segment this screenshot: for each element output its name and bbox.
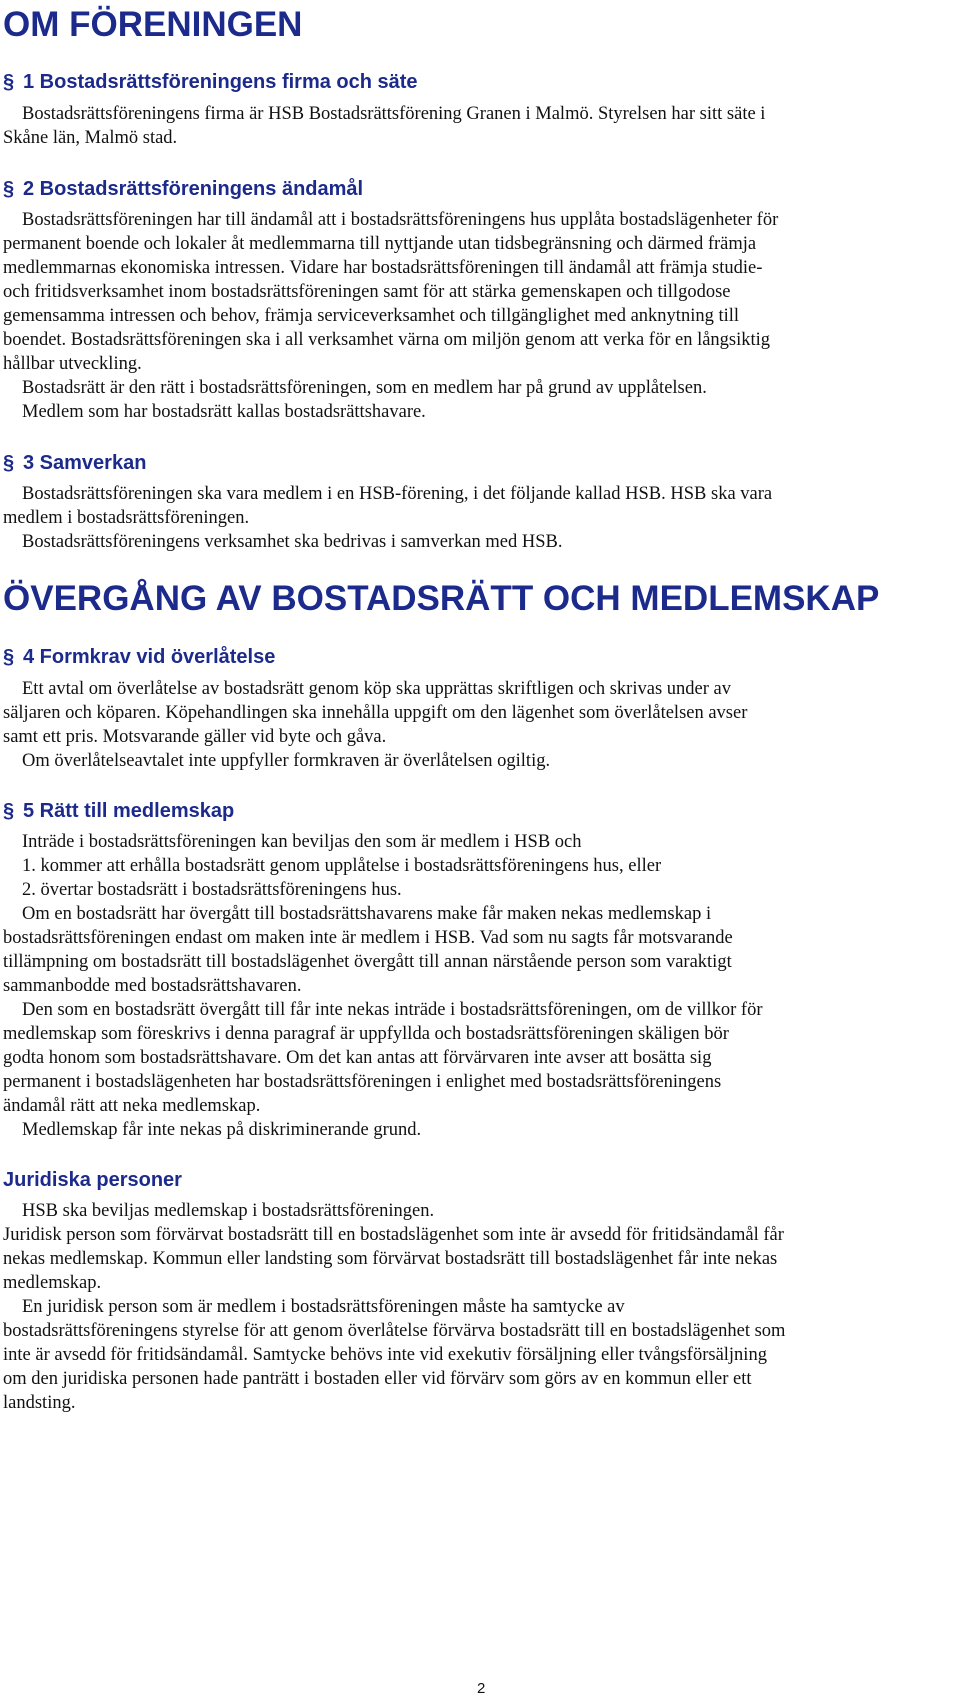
paragraph-symbol: § [3,71,15,93]
paragraph-symbol: § [3,800,15,822]
text-line: Medlemskap får inte nekas på diskriminerande grund. [22,1120,422,1140]
text-line: bostadsrättsföreningens styrelse för att genom överlåtelse förvärva bostadsrätt till en bostadslägenhet som [3,1321,786,1341]
text-line: medlemskap som föreskrivs i denna paragraf är uppfyllda och bostadsrättsföreningen skäligen bör [3,1024,729,1044]
text-line: samt ett pris. Motsvarande gäller vid byte och gåva. [3,727,387,747]
text-line: inte är avsedd för fritidsändamål. Samtycke behövs inte vid exekutiv försäljning eller tvångsförsäljning [3,1345,767,1365]
text-line: 1. kommer att erhålla bostadsrätt genom upplåtelse i bostadsrättsföreningens hus, eller [22,856,662,876]
text-line: Inträde i bostadsrättsföreningen kan beviljas den som är medlem i HSB och [22,832,582,852]
heading-text: 5 Rätt till medlemskap [23,800,235,822]
text-line: medlem i bostadsrättsföreningen. [3,508,250,528]
text-line: och fritidsverksamhet inom bostadsrättsföreningen samt för att stärka gemenskapen och tillgodose [3,282,731,302]
text-line: godta honom som bostadsrättshavare. Om det kan antas att förvärvaren inte avser att bosätta sig [3,1048,712,1068]
text-line: säljaren och köparen. Köpehandlingen ska innehålla uppgift om den lägenhet som överlåtelsen avser [3,703,748,723]
text-line: permanent i bostadslägenheten har bostadsrättsföreningen i enlighet med bostadsrättsföreningens [3,1072,722,1092]
text-line: gemensamma intressen och behov, främja serviceverksamhet och tillgänglighet med anknytning till [3,306,740,326]
text-line: sammanbodde med bostadsrättshavaren. [3,976,302,996]
text-line: Bostadsrättsföreningens verksamhet ska bedrivas i samverkan med HSB. [22,532,563,552]
text-line: Om överlåtelseavtalet inte uppfyller formkraven är överlåtelsen ogiltig. [22,751,551,771]
text-line: 2. övertar bostadsrätt i bostadsrättsföreningens hus. [22,880,402,900]
heading-text: 3 Samverkan [23,452,147,474]
text-line: Skåne län, Malmö stad. [3,128,178,148]
text-line: Den som en bostadsrätt övergått till får inte nekas inträde i bostadsrättsföreningen, om de villkor för [22,1000,763,1020]
text-line: En juridisk person som är medlem i bostadsrättsföreningen måste ha samtycke av [22,1297,625,1317]
heading-text: 1 Bostadsrättsföreningens firma och säte [23,71,418,93]
heading-paragraph-5 [3,799,234,823]
heading-paragraph-1 [3,70,418,94]
paragraph-symbol: § [3,646,15,668]
paragraph-symbol: § [3,452,15,474]
text-line: tillämpning om bostadsrätt till bostadslägenhet övergått till annan närstående person som varaktigt [3,952,732,972]
heading-juridiska-personer: Juridiska personer [3,1169,182,1191]
text-line: Bostadsrättsföreningen ska vara medlem i en HSB-förening, i det följande kallad HSB. HSB ska vara [22,484,773,504]
text-line: Bostadsrättsföreningens firma är HSB Bostadsrättsförening Granen i Malmö. Styrelsen har sitt säte i [22,104,766,124]
text-line: ändamål rätt att neka medlemskap. [3,1096,261,1116]
section-title-om-foreningen: OM FÖRENINGEN [3,5,303,44]
heading-paragraph-4 [3,645,275,669]
text-line: om den juridiska personen hade panträtt i bostaden eller vid förvärv som görs av en kommun eller ett [3,1369,752,1389]
text-line: Juridisk person som förvärvat bostadsrätt till en bostadslägenhet som inte är avsedd för fritidsändamål får [3,1225,784,1245]
heading-text: 4 Formkrav vid överlåtelse [23,646,276,668]
heading-paragraph-2 [3,177,363,201]
text-line: medlemskap. [3,1273,102,1293]
text-line: Om en bostadsrätt har övergått till bostadsrättshavarens make får maken nekas medlemskap i [22,904,712,924]
text-line: Bostadsrättsföreningen har till ändamål att i bostadsrättsföreningens hus upplåta bostadslägenheter för [22,210,779,230]
text-line: nekas medlemskap. Kommun eller landsting som förvärvat bostadsrätt till bostadslägenhet får inte nekas [3,1249,778,1269]
text-line: Medlem som har bostadsrätt kallas bostadsrättshavare. [22,402,426,422]
text-line: boendet. Bostadsrättsföreningen ska i all verksamhet värna om miljön genom att verka för en långsiktig [3,330,771,350]
text-line: landsting. [3,1393,76,1413]
text-line: hållbar utveckling. [3,354,142,374]
paragraph-symbol: § [3,178,15,200]
text-line: permanent boende och lokaler åt medlemmarna till nyttjande utan tidsbegränsning och därmed främja [3,234,757,254]
text-line: Bostadsrätt är den rätt i bostadsrättsföreningen, som en medlem har på grund av upplåtelsen. [22,378,707,398]
text-line: HSB ska beviljas medlemskap i bostadsrättsföreningen. [22,1201,435,1221]
page-number: 2 [477,1680,486,1697]
section-title-overgang: ÖVERGÅNG AV BOSTADSRÄTT OCH MEDLEMSKAP [3,579,880,618]
text-line: medlemmarnas ekonomiska intressen. Vidare har bostadsrättsföreningen till ändamål att främja studie- [3,258,763,278]
heading-text: 2 Bostadsrättsföreningens ändamål [23,178,364,200]
heading-paragraph-3 [3,451,146,475]
text-line: bostadsrättsföreningen endast om maken inte är medlem i HSB. Vad som nu sagts får motsvarande [3,928,733,948]
text-line: Ett avtal om överlåtelse av bostadsrätt genom köp ska upprättas skriftligen och skrivas under av [22,679,731,699]
